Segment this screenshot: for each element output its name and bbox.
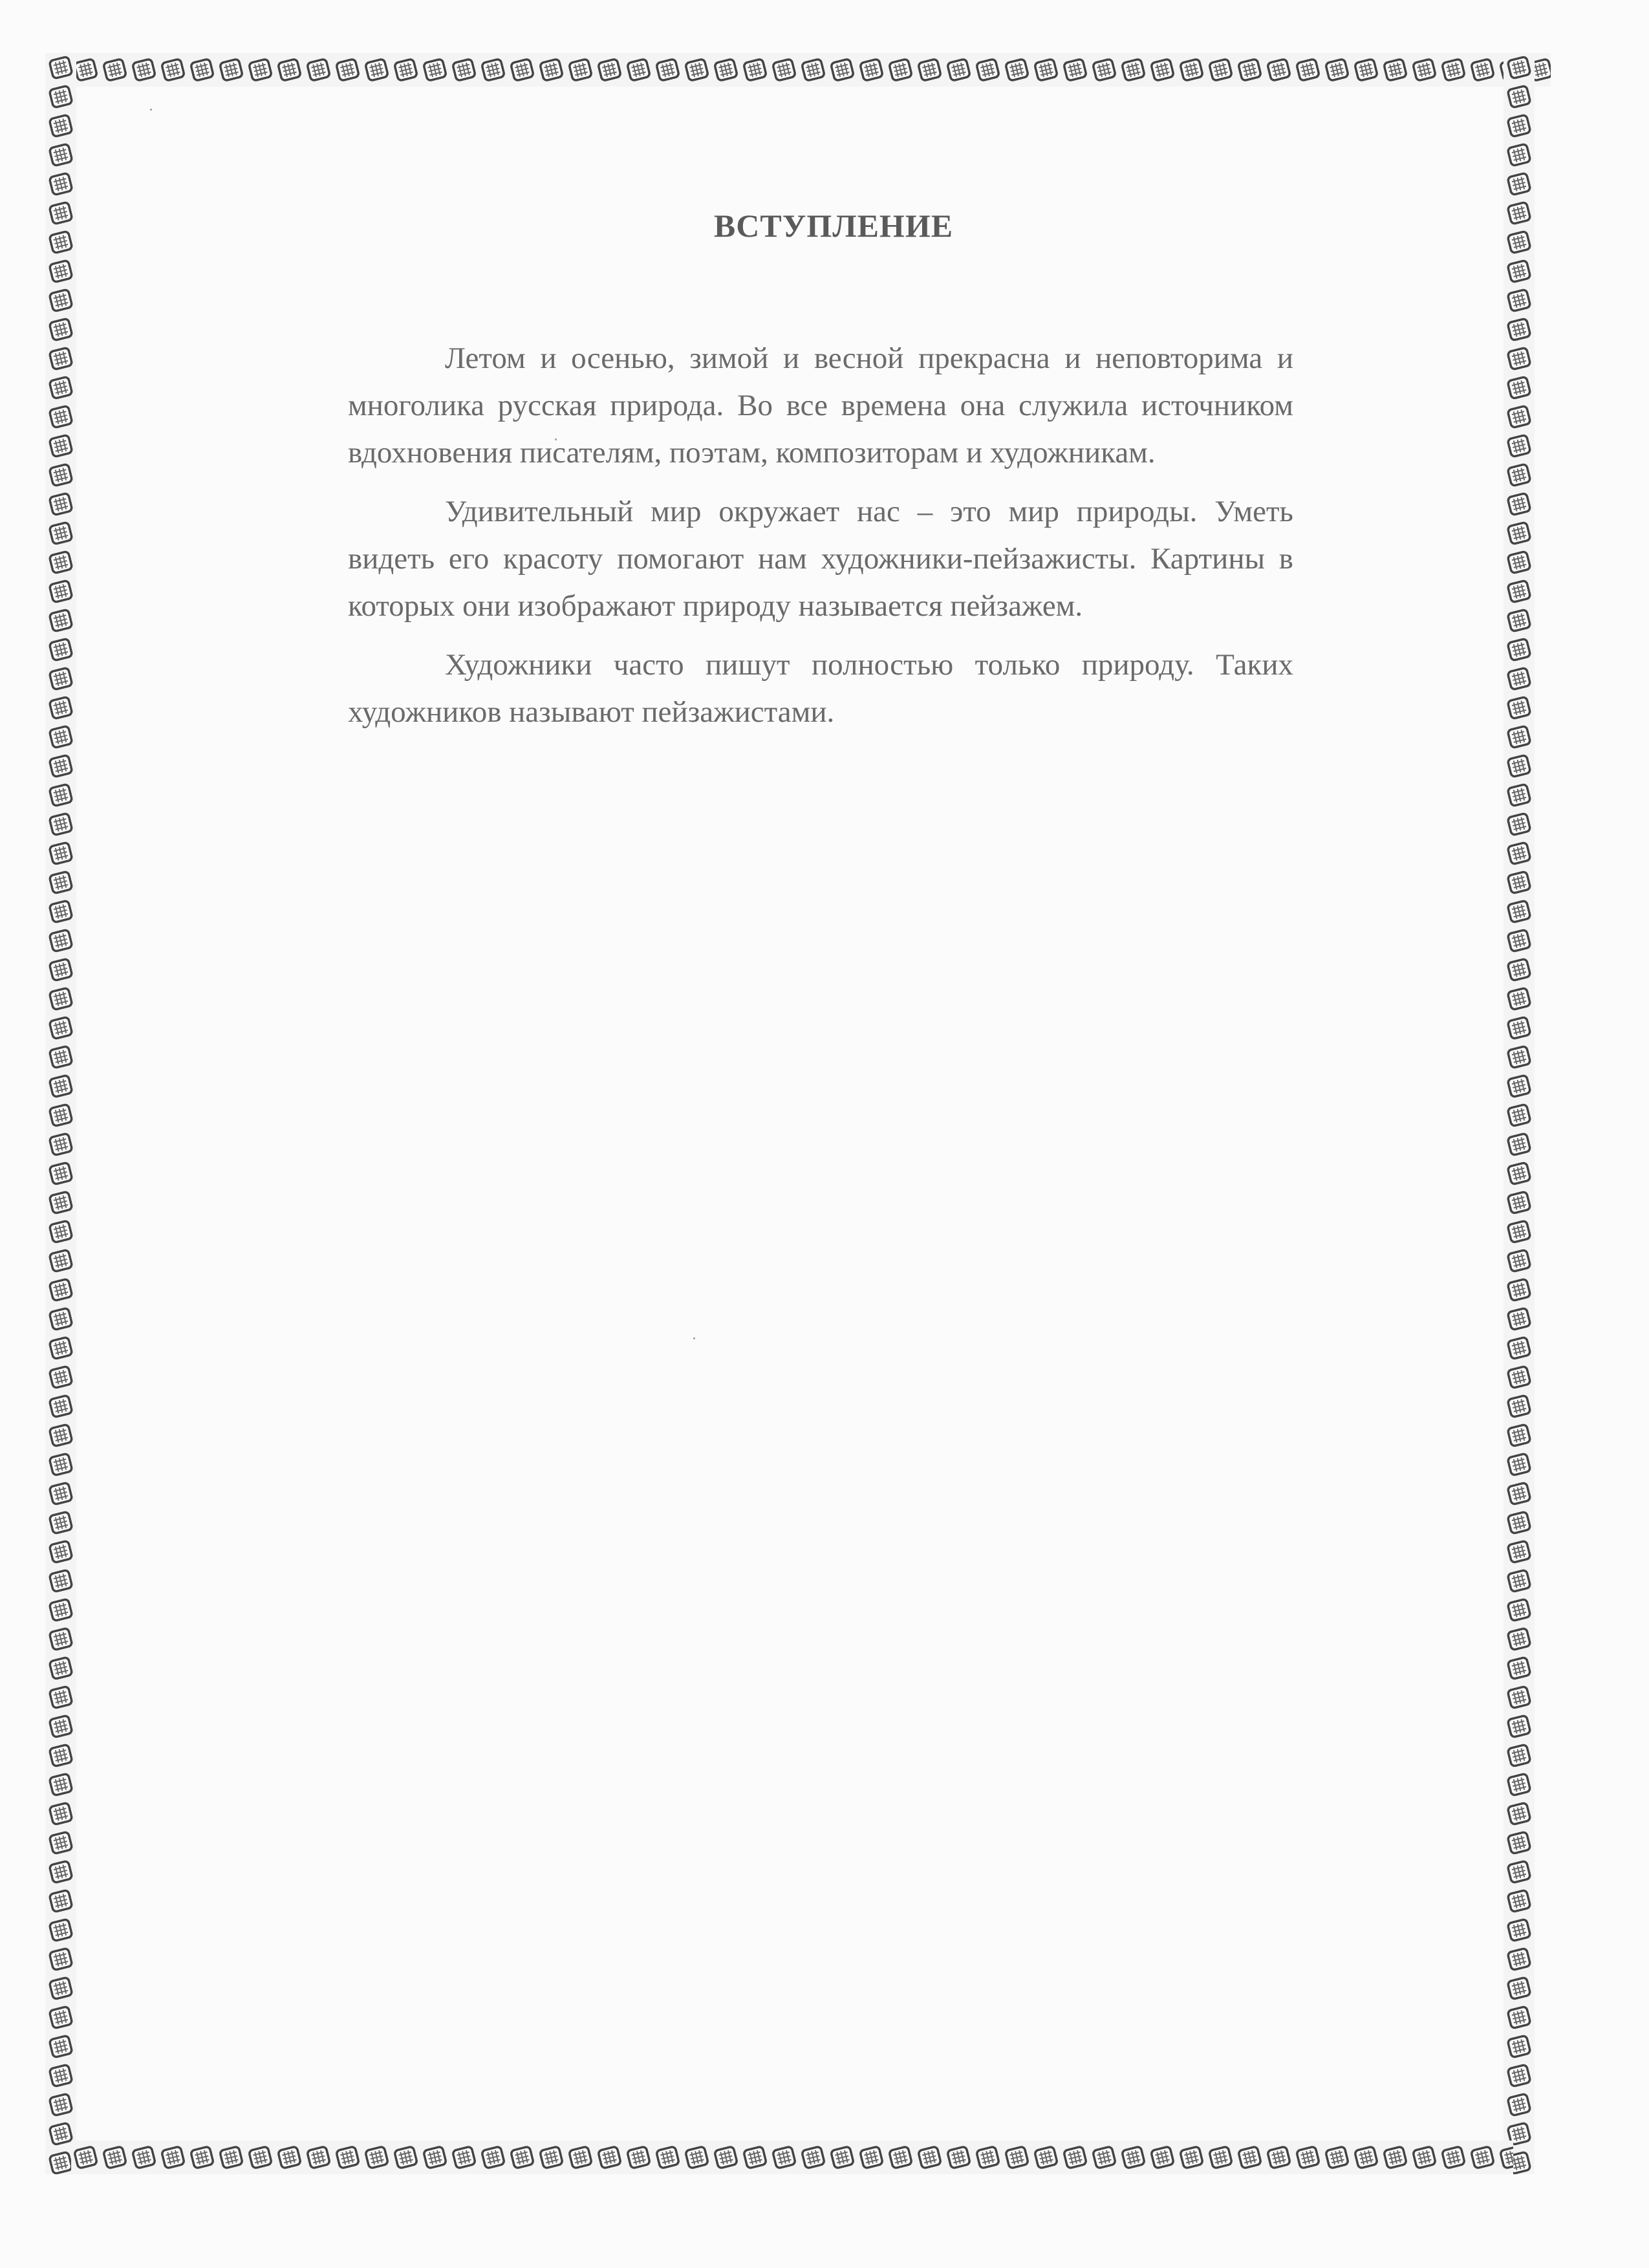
scan-speck [693,1337,695,1339]
paragraph-3: Художники часто пишут полностью только природу. Таких художников называют пейзажистами. [348,648,1293,729]
scan-speck [150,109,152,111]
paragraph-1: Летом и осенью, зимой и весной прекрасна и неповторима и многолика русская природа. Во все времена она служила источником вдохновения писателям, поэтам, композиторам и художникам. [348,341,1293,470]
page-content [348,207,1293,748]
ornament-border-top [71,53,1551,87]
ornament-border-bottom [71,2141,1513,2174]
page-title: ВСТУПЛЕНИЕ [713,208,954,244]
paragraph-2: Удивительный мир окружает нас – это мир природы. Уметь видеть его красоту помогают нам художники-пейзажисты. Картины в которых они изображают природу называется пейзажем. [348,495,1293,623]
ornament-border-right [1503,53,1535,2174]
ornament-border-left [45,53,76,2174]
